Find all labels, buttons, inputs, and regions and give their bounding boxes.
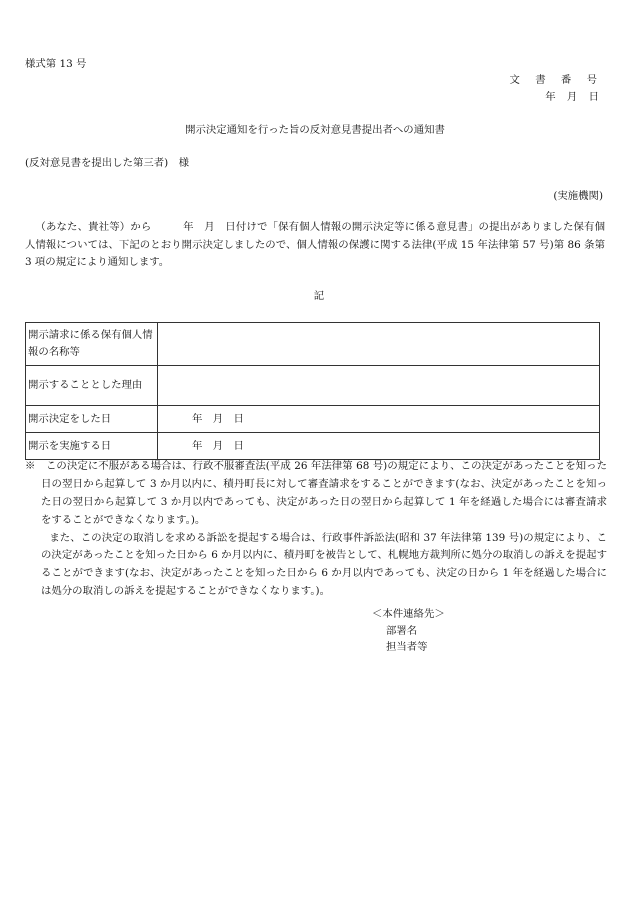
form-number: 様式第 13 号: [25, 58, 87, 70]
decision-date-value: 年 月 日: [192, 412, 244, 425]
date-line: 年 月 日: [545, 91, 603, 103]
row-label-implementation-date: 開示を実施する日: [26, 433, 158, 460]
lawsuit-note: また、この決定の取消しを求める訴訟を提起する場合は、行政事件訴訟法(昭和 37 年法律第 139 号)の規定により、この決定があったことを知った日から 6 か月以内に、積丹町を被告として、札幌地方裁判所に処分の取消しの訴えを提起することができます(なお、決定があったことを知った日から 6 か月以内であっても、決定の日から 1 年を経過した場合には処分の取消しの訴えを提起することができなくなります。)。: [41, 531, 607, 598]
appeal-note: ※ この決定に不服がある場合は、行政不服審査法(平成 26 年法律第 68 号)の規定により、この決定があったことを知った日の翌日から起算して 3 か月以内に、積丹町長に対して審査請求をすることができます(なお、決定があったことを知った日の翌日から起算して 3 か月以内であっても、決定があった日の翌日から起算して 1 年を経過した場合には審査請求をすることができなくなります。)。: [25, 460, 607, 526]
table-row: [26, 406, 600, 433]
row-label-reason: 開示することとした理由: [26, 366, 158, 406]
contact-department: 部署名: [386, 624, 418, 637]
issuing-agency: (実施機関): [553, 190, 603, 202]
notes-section: [25, 458, 607, 601]
row-value-reason: [158, 366, 600, 406]
row-label-info-name: 開示請求に係る保有個人情報の名称等: [26, 323, 158, 366]
decision-table: [25, 322, 600, 460]
row-label-decision-date: 開示決定をした日: [26, 406, 158, 433]
document-number: 文 書 番 号: [509, 74, 603, 86]
row-value-implementation-date: [158, 433, 600, 460]
row-value-decision-date: [158, 406, 600, 433]
table-row: [26, 323, 600, 366]
page-title: 開示決定通知を行った旨の反対意見書提出者への通知書: [185, 124, 445, 136]
contact-block: [372, 606, 445, 656]
contact-heading: ＜本件連絡先＞: [372, 608, 445, 620]
ki-heading: 記: [313, 290, 325, 302]
notice-body: （あなた、貴社等）から 年 月 日付けで「保有個人情報の開示決定等に係る意見書」の提出がありました保有個人情報については、下記のとおり開示決定しましたので、個人情報の保護に関する法律(平成 15 年法律第 57 号)第 86 条第 3 項の規定により通知します。: [25, 221, 605, 269]
contact-person: 担当者等: [386, 641, 428, 654]
table-row: [26, 366, 600, 406]
table-row: [26, 433, 600, 460]
implementation-date-value: 年 月 日: [192, 439, 244, 452]
addressee: (反対意見書を提出した第三者) 様: [25, 157, 189, 169]
row-value-info-name: [158, 323, 600, 366]
